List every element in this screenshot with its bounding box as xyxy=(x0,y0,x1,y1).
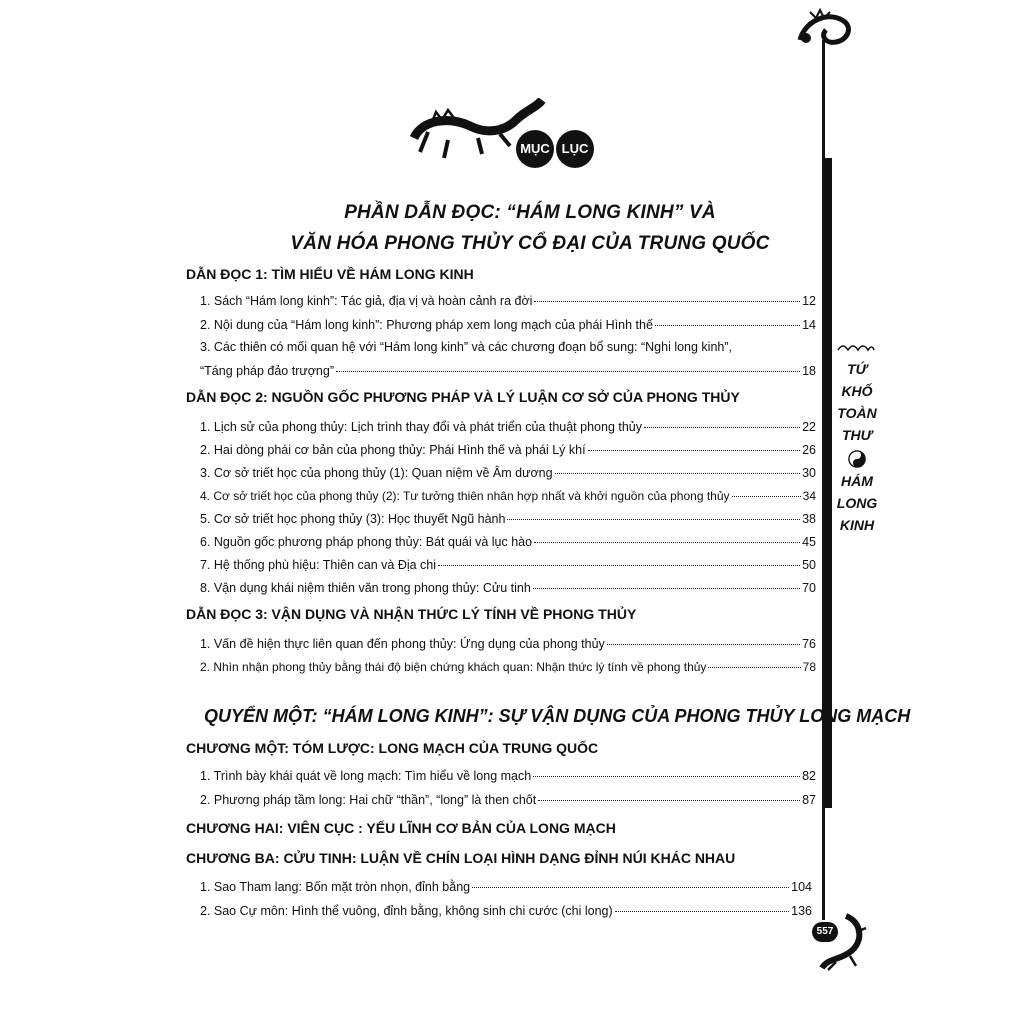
toc-entry[interactable] xyxy=(200,512,816,526)
toc-entry-text: 3. Các thiên có mối quan hệ với “Hám long kinh” và các chương đoạn bổ sung: “Nghi long kinh”, xyxy=(200,340,732,354)
toc-entry-text: 1. Lịch sử của phong thủy: Lịch trình thay đổi và phát triển của thuật phong thủy xyxy=(200,420,642,434)
part-title-line-2: VĂN HÓA PHONG THỦY CỔ ĐẠI CỦA TRUNG QUỐC xyxy=(290,233,770,254)
toc-page-number: 104 xyxy=(791,880,812,894)
toc-page-number: 22 xyxy=(802,420,816,434)
chapter-heading: CHƯƠNG HAI: VIÊN CỤC : YẾU LĨNH CƠ BẢN CỦA LONG MẠCH xyxy=(186,820,616,836)
dot-leader xyxy=(538,800,800,801)
toc-entry-text: 2. Nhìn nhận phong thủy bằng thái độ biện chứng khách quan: Nhận thức lý tính về phong thủy xyxy=(200,660,707,674)
toc-entry-text: “Táng pháp đảo trượng” xyxy=(200,364,335,378)
dot-leader xyxy=(438,565,800,566)
dot-leader xyxy=(615,911,789,912)
toc-entry[interactable] xyxy=(200,443,816,457)
toc-page-number: 14 xyxy=(802,318,816,332)
toc-page-number: 18 xyxy=(802,364,816,378)
dragon-ornament-bottom-icon xyxy=(806,912,872,974)
toc-entry-text: 1. Sách “Hám long kinh”: Tác giả, địa vị và hoàn cảnh ra đời xyxy=(200,294,533,308)
section-heading: DẪN ĐỌC 3: VẬN DỤNG VÀ NHẬN THỨC LÝ TÍNH VỀ PHONG THỦY xyxy=(186,606,637,622)
toc-entry[interactable] xyxy=(200,318,816,332)
toc-page-number: 82 xyxy=(802,769,816,783)
dot-leader xyxy=(534,301,800,302)
side-title-line: LONG xyxy=(836,495,878,511)
toc-entry-text: 4. Cơ sở triết học của phong thủy (2): Tư tưởng thiên nhân hợp nhất và khởi nguồn của phong thủy xyxy=(200,489,730,503)
section-heading: DẪN ĐỌC 1: TÌM HIỂU VỀ HÁM LONG KINH xyxy=(186,266,474,282)
dot-leader xyxy=(336,371,800,372)
dot-leader xyxy=(472,887,789,888)
side-title-line: TOÀN xyxy=(837,405,877,421)
dot-leader xyxy=(534,542,800,543)
toc-page-number: 45 xyxy=(802,535,816,549)
dot-leader xyxy=(533,588,800,589)
dot-leader xyxy=(607,644,800,645)
toc-page-number: 136 xyxy=(791,904,812,918)
toc-entry[interactable] xyxy=(200,466,816,480)
page-number: 557 xyxy=(812,922,838,942)
toc-entry[interactable] xyxy=(200,294,816,308)
side-title-line: HÁM xyxy=(841,473,873,489)
chapter-heading: CHƯƠNG MỘT: TÓM LƯỢC: LONG MẠCH CỦA TRUNG QUỐC xyxy=(186,740,599,756)
toc-entry[interactable] xyxy=(200,558,816,572)
toc-page-number: 78 xyxy=(802,660,816,674)
part-title-line-1: PHẦN DẪN ĐỌC: “HÁM LONG KINH” VÀ xyxy=(344,202,716,223)
toc-page-number: 87 xyxy=(802,793,816,807)
side-title-line: KINH xyxy=(839,517,875,533)
toc-entry-text: 2. Nội dung của “Hám long kinh”: Phương pháp xem long mạch của phái Hình thế xyxy=(200,318,653,332)
part-one-title: QUYỂN MỘT: “HÁM LONG KINH”: SỰ VẬN DỤNG CỦA PHONG THỦY LONG MẠCH xyxy=(204,706,911,726)
toc-entry-text: 6. Nguồn gốc phương pháp phong thủy: Bát quái và lục hào xyxy=(200,535,533,549)
dot-leader xyxy=(588,450,801,451)
toc-entry[interactable] xyxy=(200,793,816,807)
dot-leader xyxy=(655,325,800,326)
logo-circle-left: MỤC xyxy=(516,130,554,168)
toc-page-number: 34 xyxy=(802,489,816,503)
toc-page-number: 26 xyxy=(802,443,816,457)
toc-entry-text: 2. Sao Cự môn: Hình thể vuông, đỉnh bằng, không sinh chi cước (chi long) xyxy=(200,904,613,918)
toc-logo xyxy=(408,98,608,170)
chapter-heading: CHƯƠNG BA: CỬU TINH: LUẬN VỀ CHÍN LOẠI HÌNH DẠNG ĐỈNH NÚI KHÁC NHAU xyxy=(186,850,736,866)
logo-circle-right: LỤC xyxy=(556,130,594,168)
toc-entry[interactable] xyxy=(200,880,812,894)
toc-entry-text: 3. Cơ sở triết học của phong thủy (1): Quan niệm về Âm dương xyxy=(200,466,553,480)
toc-entry-text: 1. Sao Tham lang: Bốn mặt tròn nhọn, đỉnh bằng xyxy=(200,880,471,894)
section-heading: DẪN ĐỌC 2: NGUỒN GỐC PHƯƠNG PHÁP VÀ LÝ LUẬN CƠ SỞ CỦA PHONG THỦY xyxy=(186,389,740,405)
toc-page-number: 70 xyxy=(802,581,816,595)
side-title-line: THƯ xyxy=(842,427,872,443)
toc-entry[interactable] xyxy=(200,535,816,549)
toc-entry[interactable] xyxy=(200,637,816,651)
toc-entry-text: 1. Trình bày khái quát về long mạch: Tìm hiểu về long mạch xyxy=(200,769,532,783)
toc-entry[interactable] xyxy=(200,581,816,595)
toc-entry-text: 2. Hai dòng phái cơ bản của phong thủy: Phái Hình thế và phái Lý khí xyxy=(200,443,586,457)
toc-entry[interactable] xyxy=(200,660,816,674)
yin-yang-icon xyxy=(848,450,866,468)
toc-entry[interactable] xyxy=(200,489,816,503)
dot-leader xyxy=(732,496,801,497)
side-title-line: TỨ xyxy=(847,361,867,377)
dragon-ornament-top-icon xyxy=(790,0,860,60)
dot-leader xyxy=(533,776,800,777)
toc-page-number: 12 xyxy=(802,294,816,308)
dot-leader xyxy=(507,519,800,520)
toc-page-number: 50 xyxy=(802,558,816,572)
toc-page-number: 76 xyxy=(802,637,816,651)
toc-entry[interactable] xyxy=(200,904,812,918)
toc-entry-multiline[interactable] xyxy=(200,336,816,358)
dot-leader xyxy=(708,667,800,668)
toc-page-number: 30 xyxy=(802,466,816,480)
dot-leader xyxy=(555,473,801,474)
toc-entry-text: 7. Hệ thống phù hiệu: Thiên can và Địa chi xyxy=(200,558,437,572)
toc-entry[interactable] xyxy=(200,769,816,783)
cloud-ornament-icon xyxy=(836,340,876,354)
toc-entry[interactable] xyxy=(200,364,816,378)
toc-page-number: 38 xyxy=(802,512,816,526)
toc-entry-text: 8. Vận dụng khái niệm thiên văn trong phong thủy: Cửu tinh xyxy=(200,581,531,595)
toc-entry-text: 1. Vấn đề hiện thực liên quan đến phong thủy: Ứng dụng của phong thủy xyxy=(200,637,605,651)
toc-entry[interactable] xyxy=(200,420,816,434)
toc-entry-text: 2. Phương pháp tầm long: Hai chữ “thần”, “long” là then chốt xyxy=(200,793,537,807)
side-title-line: KHỐ xyxy=(841,383,873,399)
toc-entry-text: 5. Cơ sở triết học phong thủy (3): Học thuyết Ngũ hành xyxy=(200,512,506,526)
dot-leader xyxy=(644,427,800,428)
book-series-title xyxy=(832,358,882,536)
